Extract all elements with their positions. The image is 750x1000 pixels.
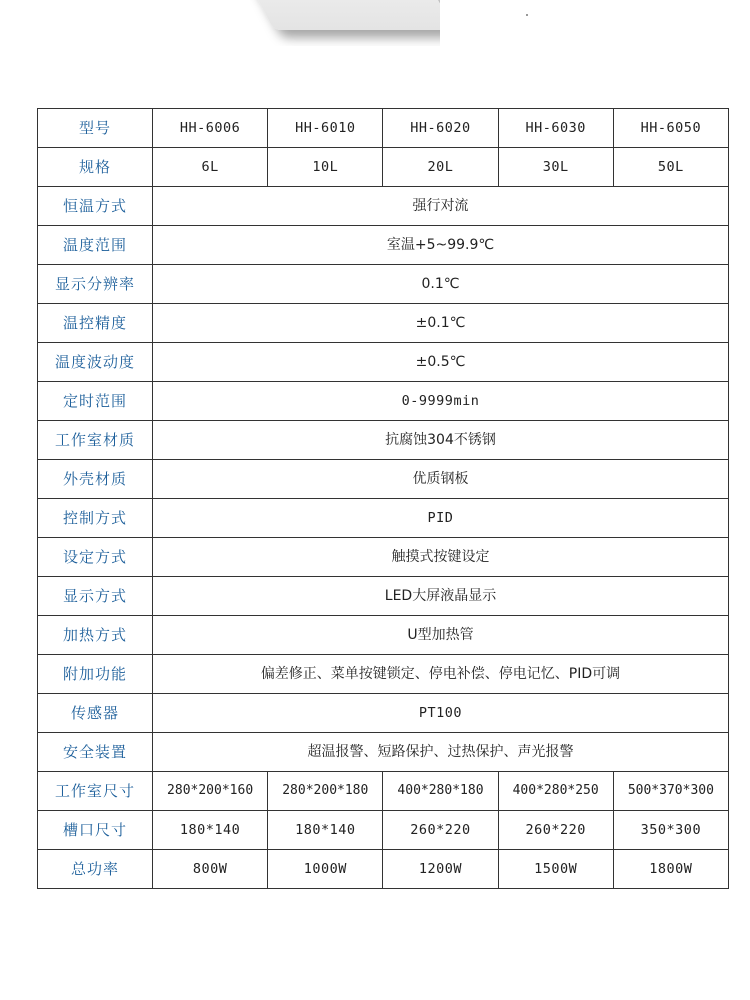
row-label-heating-mode: 加热方式 bbox=[38, 616, 153, 655]
slot-size-cell: 260*220 bbox=[383, 811, 498, 850]
table-row-sensor bbox=[38, 694, 729, 733]
chamber-material-value: 抗腐蚀304不锈钢 bbox=[153, 421, 729, 460]
row-label-chamber-size: 工作室尺寸 bbox=[38, 772, 153, 811]
table-row-timer-range bbox=[38, 382, 729, 421]
power-cell: 1200W bbox=[383, 850, 498, 889]
table-row-spec bbox=[38, 148, 729, 187]
chamber-size-cell: 400*280*250 bbox=[498, 772, 613, 811]
slot-size-cell: 260*220 bbox=[498, 811, 613, 850]
extra-functions-value: 偏差修正、菜单按键锁定、停电补偿、停电记忆、PID可调 bbox=[153, 655, 729, 694]
fluctuation-value: ±0.5℃ bbox=[153, 343, 729, 382]
timer-range-value: 0-9999min bbox=[153, 382, 729, 421]
row-label-power: 总功率 bbox=[38, 850, 153, 889]
spec-table bbox=[37, 108, 729, 889]
table-row-control-accuracy bbox=[38, 304, 729, 343]
table-row-model bbox=[38, 109, 729, 148]
table-row-power bbox=[38, 850, 729, 889]
spec-cell: 30L bbox=[498, 148, 613, 187]
resolution-value: 0.1℃ bbox=[153, 265, 729, 304]
table-row-shell-material bbox=[38, 460, 729, 499]
control-accuracy-value: ±0.1℃ bbox=[153, 304, 729, 343]
table-row-heating-mode bbox=[38, 616, 729, 655]
row-label-thermostat: 恒温方式 bbox=[38, 187, 153, 226]
row-label-temp-range: 温度范围 bbox=[38, 226, 153, 265]
setting-mode-value: 触摸式按键设定 bbox=[153, 538, 729, 577]
row-label-timer-range: 定时范围 bbox=[38, 382, 153, 421]
heating-mode-value: U型加热管 bbox=[153, 616, 729, 655]
chamber-size-cell: 280*200*180 bbox=[268, 772, 383, 811]
slot-size-cell: 350*300 bbox=[613, 811, 728, 850]
table-row-chamber-size bbox=[38, 772, 729, 811]
table-row-thermostat bbox=[38, 187, 729, 226]
table-row-control-mode bbox=[38, 499, 729, 538]
slot-size-cell: 180*140 bbox=[153, 811, 268, 850]
shell-material-value: 优质钢板 bbox=[153, 460, 729, 499]
table-row-safety bbox=[38, 733, 729, 772]
row-label-sensor: 传感器 bbox=[38, 694, 153, 733]
table-row-chamber-material bbox=[38, 421, 729, 460]
model-cell: HH-6020 bbox=[383, 109, 498, 148]
row-label-shell-material: 外壳材质 bbox=[38, 460, 153, 499]
power-cell: 800W bbox=[153, 850, 268, 889]
temp-range-value: 室温+5~99.9℃ bbox=[153, 226, 729, 265]
power-cell: 1500W bbox=[498, 850, 613, 889]
row-label-display-mode: 显示方式 bbox=[38, 577, 153, 616]
table-row-extra-functions bbox=[38, 655, 729, 694]
row-label-control-mode: 控制方式 bbox=[38, 499, 153, 538]
model-cell: HH-6050 bbox=[613, 109, 728, 148]
table-row-temp-range bbox=[38, 226, 729, 265]
row-label-setting-mode: 设定方式 bbox=[38, 538, 153, 577]
model-cell: HH-6006 bbox=[153, 109, 268, 148]
table-row-display-mode bbox=[38, 577, 729, 616]
row-label-resolution: 显示分辨率 bbox=[38, 265, 153, 304]
power-cell: 1000W bbox=[268, 850, 383, 889]
power-cell: 1800W bbox=[613, 850, 728, 889]
model-cell: HH-6010 bbox=[268, 109, 383, 148]
table-row-setting-mode bbox=[38, 538, 729, 577]
chamber-size-cell: 500*370*300 bbox=[613, 772, 728, 811]
chamber-size-cell: 280*200*160 bbox=[153, 772, 268, 811]
sensor-value: PT100 bbox=[153, 694, 729, 733]
table-row-fluctuation bbox=[38, 343, 729, 382]
table-row-slot-size bbox=[38, 811, 729, 850]
spec-cell: 20L bbox=[383, 148, 498, 187]
row-label-extra-functions: 附加功能 bbox=[38, 655, 153, 694]
spec-cell: 6L bbox=[153, 148, 268, 187]
row-label-model: 型号 bbox=[38, 109, 153, 148]
display-mode-value: LED大屏液晶显示 bbox=[153, 577, 729, 616]
safety-value: 超温报警、短路保护、过热保护、声光报警 bbox=[153, 733, 729, 772]
row-label-fluctuation: 温度波动度 bbox=[38, 343, 153, 382]
row-label-chamber-material: 工作室材质 bbox=[38, 421, 153, 460]
thermostat-value: 强行对流 bbox=[153, 187, 729, 226]
model-cell: HH-6030 bbox=[498, 109, 613, 148]
slot-size-cell: 180*140 bbox=[268, 811, 383, 850]
spec-cell: 50L bbox=[613, 148, 728, 187]
decorative-dot bbox=[526, 14, 528, 16]
table-row-resolution bbox=[38, 265, 729, 304]
row-label-safety: 安全装置 bbox=[38, 733, 153, 772]
spec-cell: 10L bbox=[268, 148, 383, 187]
row-label-slot-size: 槽口尺寸 bbox=[38, 811, 153, 850]
chamber-size-cell: 400*280*180 bbox=[383, 772, 498, 811]
control-mode-value: PID bbox=[153, 499, 729, 538]
row-label-control-accuracy: 温控精度 bbox=[38, 304, 153, 343]
row-label-spec: 规格 bbox=[38, 148, 153, 187]
product-image-fragment bbox=[250, 0, 440, 46]
